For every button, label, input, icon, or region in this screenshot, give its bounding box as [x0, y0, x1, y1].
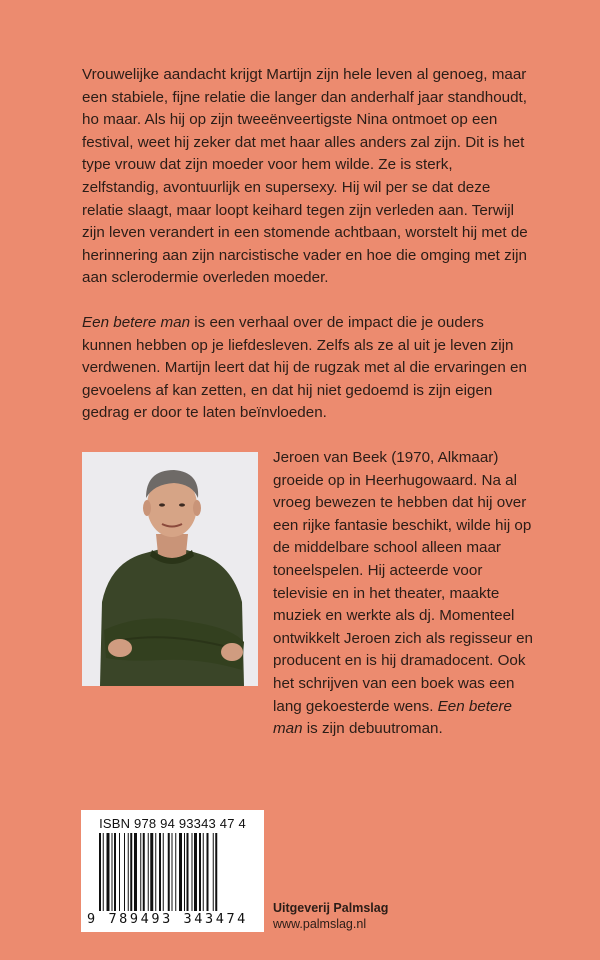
- author-bio-end: is zijn debuutroman.: [302, 720, 443, 738]
- blurb-paragraph-2: [82, 312, 532, 425]
- blurb-paragraph-1: Vrouwelijke aandacht krijgt Martijn zijn hele leven al genoeg, maar een stabiele, fijne relatie die langer dan anderhalf jaar standhoudt, ho maar. Als hij op zijn tweeënveertigste Nina ontmoet op een festival, weet hij zeker dat met haar alles anders zal zijn. Dit is het type vrouw dat zijn moeder voor hem wilde. Ze is sterk, zelfstandig, avontuurlijk en supersexy. Hij wil per se dat deze relatie slaagt, maar loopt keihard tegen zijn verleden aan. Terwijl zijn leven verandert in een stomende achtbaan, worstelt hij met de herinnering aan zijn narcistische vader en hoe die omging met zijn aan sclerodermie overleden moeder.: [82, 66, 528, 287]
- blurb-paragraph-2-text: is een verhaal over de impact die je ouders kunnen hebben op je liefdesleven. Zelfs als ze al uit je leven zijn verdwenen. Martijn leert dat hij de rugzak met al die ervaringen en gevoelens af kan zetten, en dat hij niet gedoemd is zijn eigen gedrag er door te laten beïnvloeden.: [82, 313, 527, 422]
- author-photo: [82, 452, 258, 686]
- publisher-info: [273, 900, 388, 932]
- barcode-digits: 9 789493 343474: [87, 911, 248, 927]
- barcode: [81, 810, 264, 932]
- back-cover-blurb: [82, 64, 532, 425]
- author-bio-paragraph: [273, 447, 535, 741]
- book-title-bio: Een betere man: [273, 697, 512, 738]
- publisher-url: www.palmslag.nl: [273, 917, 367, 931]
- barcode-bars: [99, 833, 249, 913]
- book-title: Een betere man: [82, 313, 191, 331]
- publisher-name: Uitgeverij Palmslag: [273, 901, 389, 915]
- isbn-label: ISBN 978 94 93343 47 4: [99, 816, 246, 831]
- author-bio: [273, 447, 535, 741]
- author-bio-text: Jeroen van Beek (1970, Alkmaar) groeide op in Heerhugowaard. Na al vroeg bewezen te hebben dat hij over een rijke fantasie beschikt, wilde hij op de middelbare school alleen maar toneelspelen. Hij acteerde voor televisie en in het theater, maakte muziek en werkte als dj. Momenteel ontwikkelt Jeroen zich als regisseur en producent en is hij dramadocent. Ook het schrijven van een boek was een lang gekoesterde wens.: [273, 449, 533, 715]
